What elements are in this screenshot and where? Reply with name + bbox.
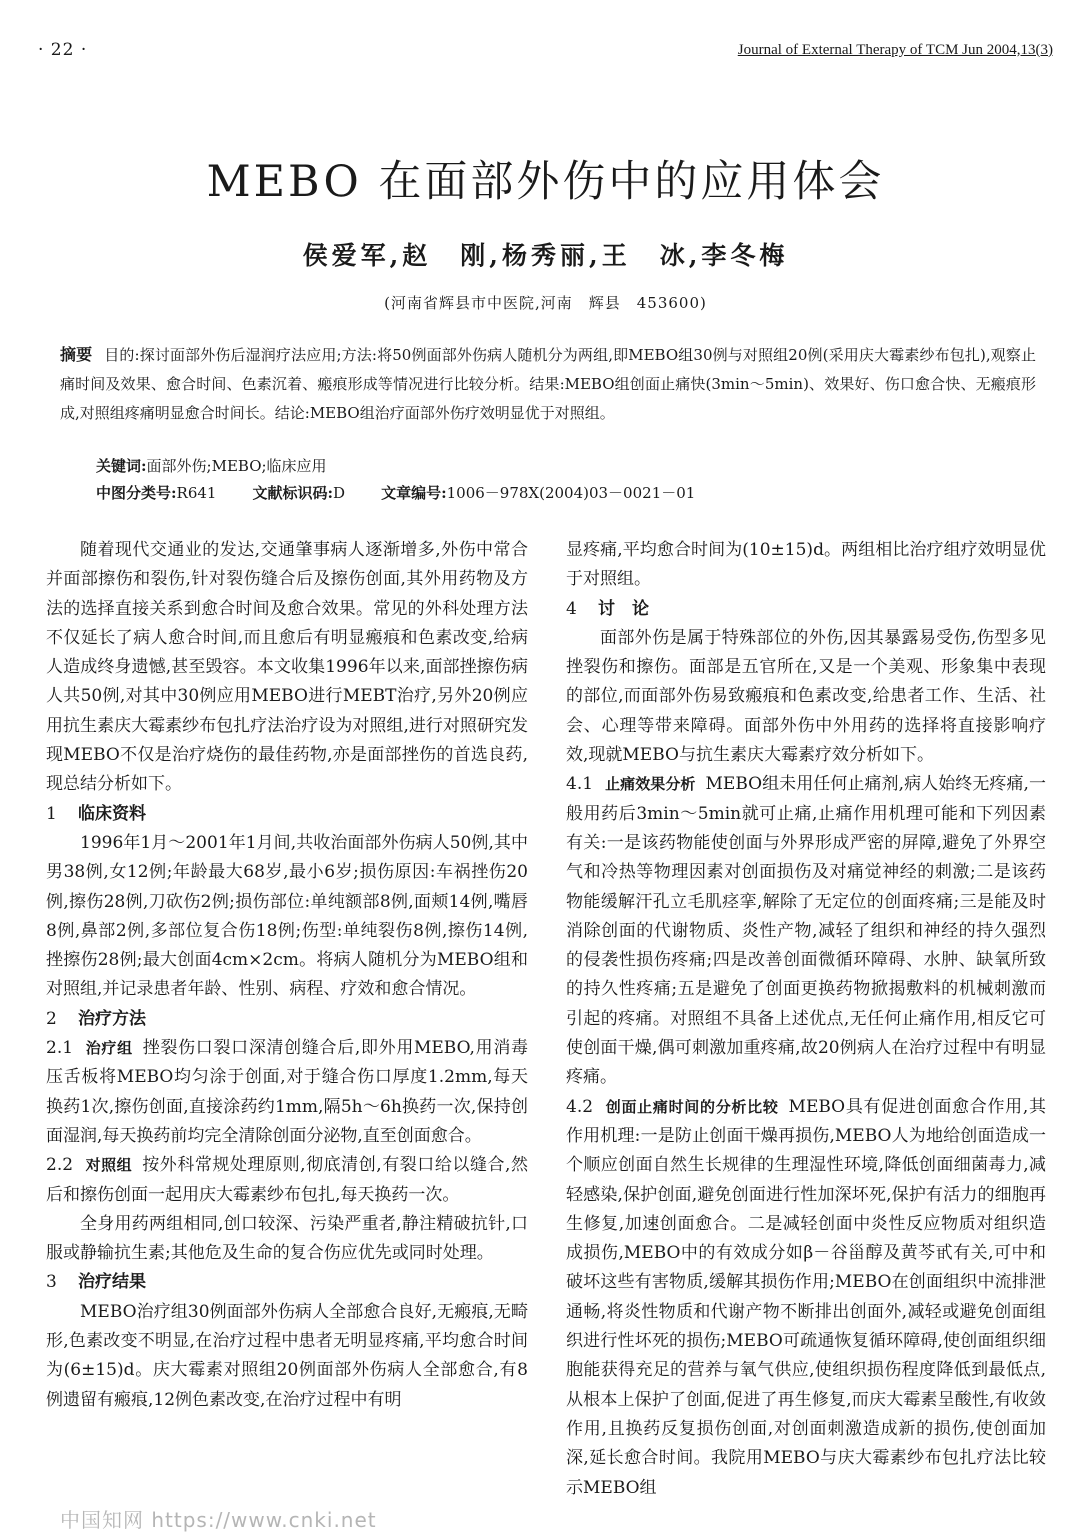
section-4-title: 讨 论 — [598, 598, 649, 619]
section-2-title: 治疗方法 — [78, 1008, 146, 1029]
clc-label: 中图分类号: — [96, 484, 177, 502]
article-number-value: 1006－978X(2004)03－0021－01 — [446, 484, 696, 502]
section-2-2-title: 对照组 — [85, 1156, 133, 1175]
doc-code-value: D — [333, 484, 346, 502]
right-column — [566, 536, 1046, 1503]
section-4-2 — [566, 1093, 1046, 1503]
intro-paragraph: 随着现代交通业的发达,交通肇事病人逐渐增多,外伤中常合并面部擦伤和裂伤,针对裂伤缝合后及擦伤创面,其外用药物及方法的选择直接关系到愈合时间及愈合效果。常见的外科处理方法不仅延长了病人愈合时间,而且愈后有明显瘢痕和色素改变,给病人造成终身遗憾,甚至毁容。本文收集1996年以来,面部挫擦伤病人共50例,对其中30例应用MEBO进行MEBT治疗,另外20例应用抗生素庆大霉素纱布包扎疗法治疗设为对照组,进行对照研究发现MEBO不仅是治疗烧伤的最佳药物,亦是面部挫伤的首选良药,现总结分析如下。 — [46, 540, 528, 795]
section-2-1-title: 治疗组 — [85, 1039, 133, 1058]
article-number-label: 文章编号: — [381, 484, 447, 502]
section-4-heading — [566, 595, 1046, 624]
section-2-2-text: 按外科常规处理原则,彻底清创,有裂口给以缝合,然后和擦伤创面一起用庆大霉素纱布包扎,每天换药一次。 — [46, 1155, 528, 1205]
section-4-1 — [566, 770, 1046, 1092]
section-2-2-number: 2.2 — [46, 1155, 74, 1176]
watermark: 中国知网 https://www.cnki.net — [60, 1508, 377, 1532]
section-3-continued: 显疼痛,平均愈合时间为(10±15)d。两组相比治疗组疗效明显优于对照组。 — [566, 540, 1046, 590]
classification-line — [96, 482, 1036, 503]
section-3-title: 治疗结果 — [78, 1272, 146, 1293]
doc-code-label: 文献标识码: — [252, 484, 334, 502]
section-4-2-number: 4.2 — [566, 1096, 594, 1117]
section-4-1-title: 止痛效果分析 — [605, 775, 696, 794]
affiliation: (河南省辉县市中医院,河南 辉县 453600) — [384, 294, 707, 312]
keywords-label: 关键词: — [96, 457, 147, 475]
section-3-number: 3 — [46, 1272, 57, 1293]
section-2-heading — [46, 1005, 528, 1034]
article-title: MEBO 在面部外伤中的应用体会 — [206, 157, 885, 207]
journal-header: Journal of External Therapy of TCM Jun 2004,13(3) — [737, 42, 1053, 58]
section-4-number: 4 — [566, 598, 577, 619]
section-2-1-number: 2.1 — [46, 1038, 74, 1059]
section-4-2-text: MEBO具有促进创面愈合作用,其作用机理:一是防止创面干燥再损伤,MEBO人为地给创面造成一个顺应创面自然生长规律的生理湿性环境,降低创面细菌毒力,减轻感染,保护创面,避免创面进行性加深坏死,保护有活力的细胞再生修复,加速创面愈合。二是减轻创面中炎性反应物质对组织造成损伤,MEBO中的有效成分如β－谷甾醇及黄芩甙有关,可中和破坏这些有害物质,缓解其损伤作用;MEBO在创面组织中流排泄通畅,将炎性物质和代谢产物不断排出创面外,减轻或避免创面组织进行性坏死的损伤;MEBO可疏通恢复循环障碍,使创面组织细胞能获得充足的营养与氧气供应,使组织损伤程度降低到最低点,从根本上保护了创面,促进了再生修复,而庆大霉素呈酸性,有收敛作用,且换药反复损伤创面,对创面刺激造成新的损伤,使创面加深,延长愈合时间。我院用MEBO与庆大霉素纱布包扎疗法比较示MEBO组 — [566, 1096, 1046, 1498]
section-1-heading — [46, 800, 528, 829]
section-2-2 — [46, 1151, 528, 1210]
section-4-2-title: 创面止痛时间的分析比较 — [605, 1097, 779, 1116]
left-column — [46, 536, 528, 1415]
section-2-1-text: 挫裂伤口裂口深清创缝合后,即外用MEBO,用消毒压舌板将MEBO均匀涂于创面,对于缝合伤口厚度1.2mm,每天换药1次,擦伤创面,直接涂药约1mm,隔5h～6h换药一次,保持创面湿润,每天换药前均完全清除创面分泌物,直至创面愈合。 — [46, 1038, 529, 1146]
keywords-text: 面部外伤;MEBO;临床应用 — [146, 457, 327, 475]
section-2-number: 2 — [46, 1008, 57, 1029]
section-1-number: 1 — [46, 803, 57, 824]
page-number: · 22 · — [38, 40, 88, 60]
clc-value: R641 — [176, 484, 217, 502]
section-3-heading — [46, 1268, 528, 1297]
section-4-text: 面部外伤是属于特殊部位的外伤,因其暴露易受伤,伤型多见挫裂伤和擦伤。面部是五官所在,又是一个美观、形象集中表现的部位,而面部外伤易致瘢痕和色素改变,给患者工作、生活、社会、心理等带来障碍。面部外伤中外用药的选择将直接影响疗效,现就MEBO与抗生素庆大霉素疗效分析如下。 — [566, 627, 1046, 766]
section-3-text: MEBO治疗组30例面部外伤病人全部愈合良好,无瘢痕,无畸形,色素改变不明显,在治疗过程中患者无明显疼痛,平均愈合时间为(6±15)d。庆大霉素对照组20例面部外伤病人全部愈合,有8例遗留有瘢痕,12例色素改变,在治疗过程中有明 — [46, 1301, 528, 1410]
section-1-text: 1996年1月～2001年1月间,共收治面部外伤病人50例,其中男38例,女12例;年龄最大68岁,最小6岁;损伤原因:车祸挫伤20例,擦伤28例,刀砍伤2例;损伤部位:单纯额部8例,面颊14例,嘴唇8例,鼻部2例,多部位复合伤18例;伤型:单纯裂伤8例,擦伤14例,挫擦伤28例;最大创面4cm×2cm。将病人随机分为MEBO组和对照组,并记录患者年龄、性别、病程、疗效和愈合情况。 — [46, 832, 528, 1000]
abstract-text: 目的:探讨面部外伤后湿润疗法应用;方法:将50例面部外伤病人随机分为两组,即MEBO组30例与对照组20例(采用庆大霉素纱布包扎),观察止痛时间及效果、愈合时间、色素沉着、瘢痕形成等情况进行比较分析。结果:MEBO组创面止痛快(3min～5min)、效果好、伤口愈合快、无瘢痕形成,对照组疼痛明显愈合时间长。结论:MEBO组治疗面部外伤疗效明显优于对照组。 — [60, 346, 1036, 422]
section-2-extra: 全身用药两组相同,创口较深、污染严重者,静注精破抗针,口服或静输抗生素;其他危及生命的复合伤应优先或同时处理。 — [46, 1213, 528, 1264]
section-4-1-number: 4.1 — [566, 774, 594, 795]
keywords — [96, 455, 1036, 476]
section-4-1-text: MEBO组未用任何止痛剂,病人始终无疼痛,一般用药后3min～5min就可止痛,止痛作用机理可能和下列因素有关:一是该药物能使创面与外界形成严密的屏障,避免了外界空气和冷热等物理因素对创面损伤及对痛觉神经的刺激;二是该药物能缓解汗孔立毛肌痉挛,解除了无定位的创面疼痛;三是能及时消除创面的代谢物质、炎性产物,减轻了组织和神经的持久强烈的侵袭性损伤疼痛;四是改善创面微循环障碍、水肿、缺氧所致的持久性疼痛;五是避免了创面更换药物掀揭敷料的机械刺激而引起的疼痛。对照组不具备上述优点,无任何止痛作用,相反它可使创面干燥,偶可刺激加重疼痛,故20例病人在治疗过程中有明显疼痛。 — [566, 774, 1046, 1088]
authors: 侯爱军,赵 刚,杨秀丽,王 冰,李冬梅 — [302, 241, 789, 270]
section-2-1 — [46, 1034, 528, 1151]
abstract — [60, 340, 1036, 428]
abstract-label: 摘要 — [60, 345, 93, 364]
section-1-title: 临床资料 — [78, 803, 146, 824]
